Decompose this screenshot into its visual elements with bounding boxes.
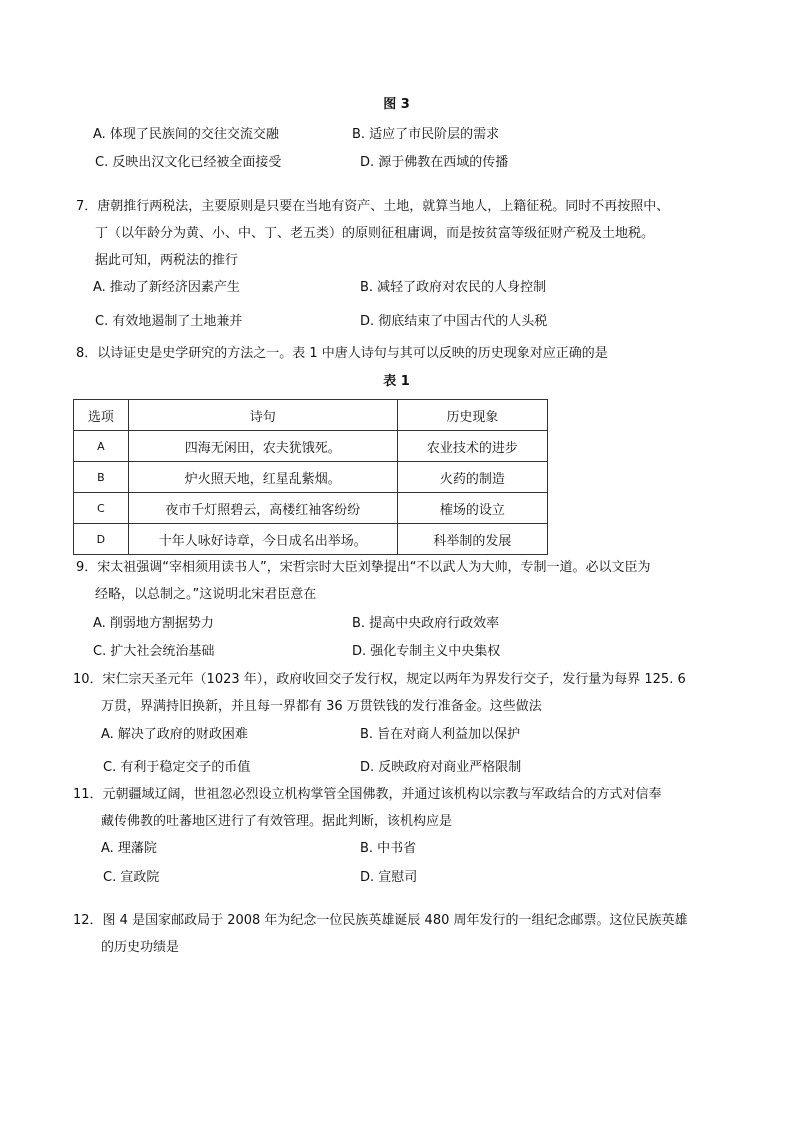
q7-option-c: C. 有效地遏制了土地兼并 (95, 314, 243, 329)
table-cell-phenomenon: 火药的制造 (397, 462, 547, 493)
q10-stem-line1: 10．宋仁宗天圣元年（1023 年），政府收回交子发行权，规定以两年为界发行交子，发行量为每界 125. 6 (73, 672, 686, 687)
q12-stem-line1: 12．图 4 是国家邮政局于 2008 年为纪念一位民族英雄诞辰 480 周年发行的一组纪念邮票。这位民族英雄 (73, 913, 688, 928)
q10-option-b: B. 旨在对商人利益加以保护 (360, 727, 521, 742)
q7-option-b: B. 减轻了政府对农民的人身控制 (360, 280, 547, 295)
table-header-row (74, 400, 548, 431)
table-row (74, 462, 548, 493)
q9-option-d: D. 强化专制主义中央集权 (352, 644, 501, 659)
q6-option-b: B. 适应了市民阶层的需求 (352, 127, 500, 142)
table-row (74, 431, 548, 462)
table-cell-phenomenon: 榷场的设立 (397, 493, 547, 524)
q7-option-d: D. 彻底结束了中国古代的人头税 (360, 314, 548, 329)
table-cell-poem: 十年人咏好诗章，今日成名出举场。 (128, 524, 397, 555)
table-cell-phenomenon: 农业技术的进步 (397, 431, 547, 462)
q11-stem-line2: 藏传佛教的吐蕃地区进行了有效管理。据此判断，该机构应是 (101, 814, 453, 829)
q11-option-d: D. 宣慰司 (360, 870, 418, 885)
q9-option-a: A. 削弱地方割据势力 (93, 616, 214, 631)
q10-option-a: A. 解决了政府的财政困难 (101, 727, 248, 742)
q8-stem: 8．以诗证史是史学研究的方法之一。表 1 中唐人诗句与其可以反映的历史现象对应正确的是 (76, 346, 608, 361)
table-cell-phenomenon: 科举制的发展 (397, 524, 547, 555)
q10-option-d: D. 反映政府对商业严格限制 (360, 760, 522, 775)
q9-option-b: B. 提高中央政府行政效率 (352, 616, 500, 631)
table-cell-option: A (74, 431, 129, 462)
q10-option-c: C. 有利于稳定交子的币值 (103, 760, 251, 775)
table-row (74, 524, 548, 555)
q11-stem-line1: 11．元朝疆域辽阔，世祖忽必烈设立机构掌管全国佛教，并通过该机构以宗教与军政结合的方式对信奉 (73, 787, 662, 802)
table-header-cell: 选项 (74, 400, 129, 431)
q11-option-b: B. 中书省 (360, 841, 417, 856)
q11-option-c: C. 宣政院 (103, 870, 160, 885)
table-cell-option: D (74, 524, 129, 555)
q7-stem-line2: 丁（以年龄分为黄、小、中、丁、老五类）的原则征租庸调，而是按贫富等级征财产税及土地税。 (95, 226, 655, 241)
q9-option-c: C. 扩大社会统治基础 (93, 644, 215, 659)
q7-option-a: A. 推动了新经济因素产生 (93, 280, 240, 295)
table-cell-poem: 四海无闲田，农夫犹饿死。 (128, 431, 397, 462)
table-cell-option: C (74, 493, 129, 524)
q9-stem-line2: 经略，以总制之。”这说明北宋君臣意在 (95, 587, 317, 602)
table-1-caption: 表 1 (383, 374, 410, 389)
q7-stem-line3: 据此可知，两税法的推行 (95, 253, 239, 268)
table-row (74, 493, 548, 524)
q12-stem-line2: 的历史功绩是 (101, 940, 180, 955)
q6-option-a: A. 体现了民族间的交往交流交融 (93, 127, 279, 142)
q9-stem-line1: 9．宋太祖强调“宰相须用读书人”，宋哲宗时大臣刘挚提出“不以武人为大帅，专制一道。必以文臣为 (76, 560, 651, 575)
q11-option-a: A. 理藩院 (101, 841, 157, 856)
q7-stem-line1: 7．唐朝推行两税法，主要原则是只要在当地有资产、土地，就算当地人，上籍征税。同时不再按照中、 (76, 199, 670, 214)
table-header-cell: 历史现象 (397, 400, 547, 431)
table-cell-option: B (74, 462, 129, 493)
q10-stem-line2: 万贯，界满持旧换新，并且每一界都有 36 万贯铁钱的发行准备金。这些做法 (101, 699, 542, 714)
table-header-cell: 诗句 (128, 400, 397, 431)
q6-option-d: D. 源于佛教在西域的传播 (360, 155, 509, 170)
table-cell-poem: 炉火照天地，红星乱紫烟。 (128, 462, 397, 493)
figure-3-caption: 图 3 (383, 97, 410, 112)
q6-option-c: C. 反映出汉文化已经被全面接受 (95, 155, 282, 170)
table-1 (73, 399, 548, 555)
table-cell-poem: 夜市千灯照碧云，高楼红袖客纷纷 (128, 493, 397, 524)
